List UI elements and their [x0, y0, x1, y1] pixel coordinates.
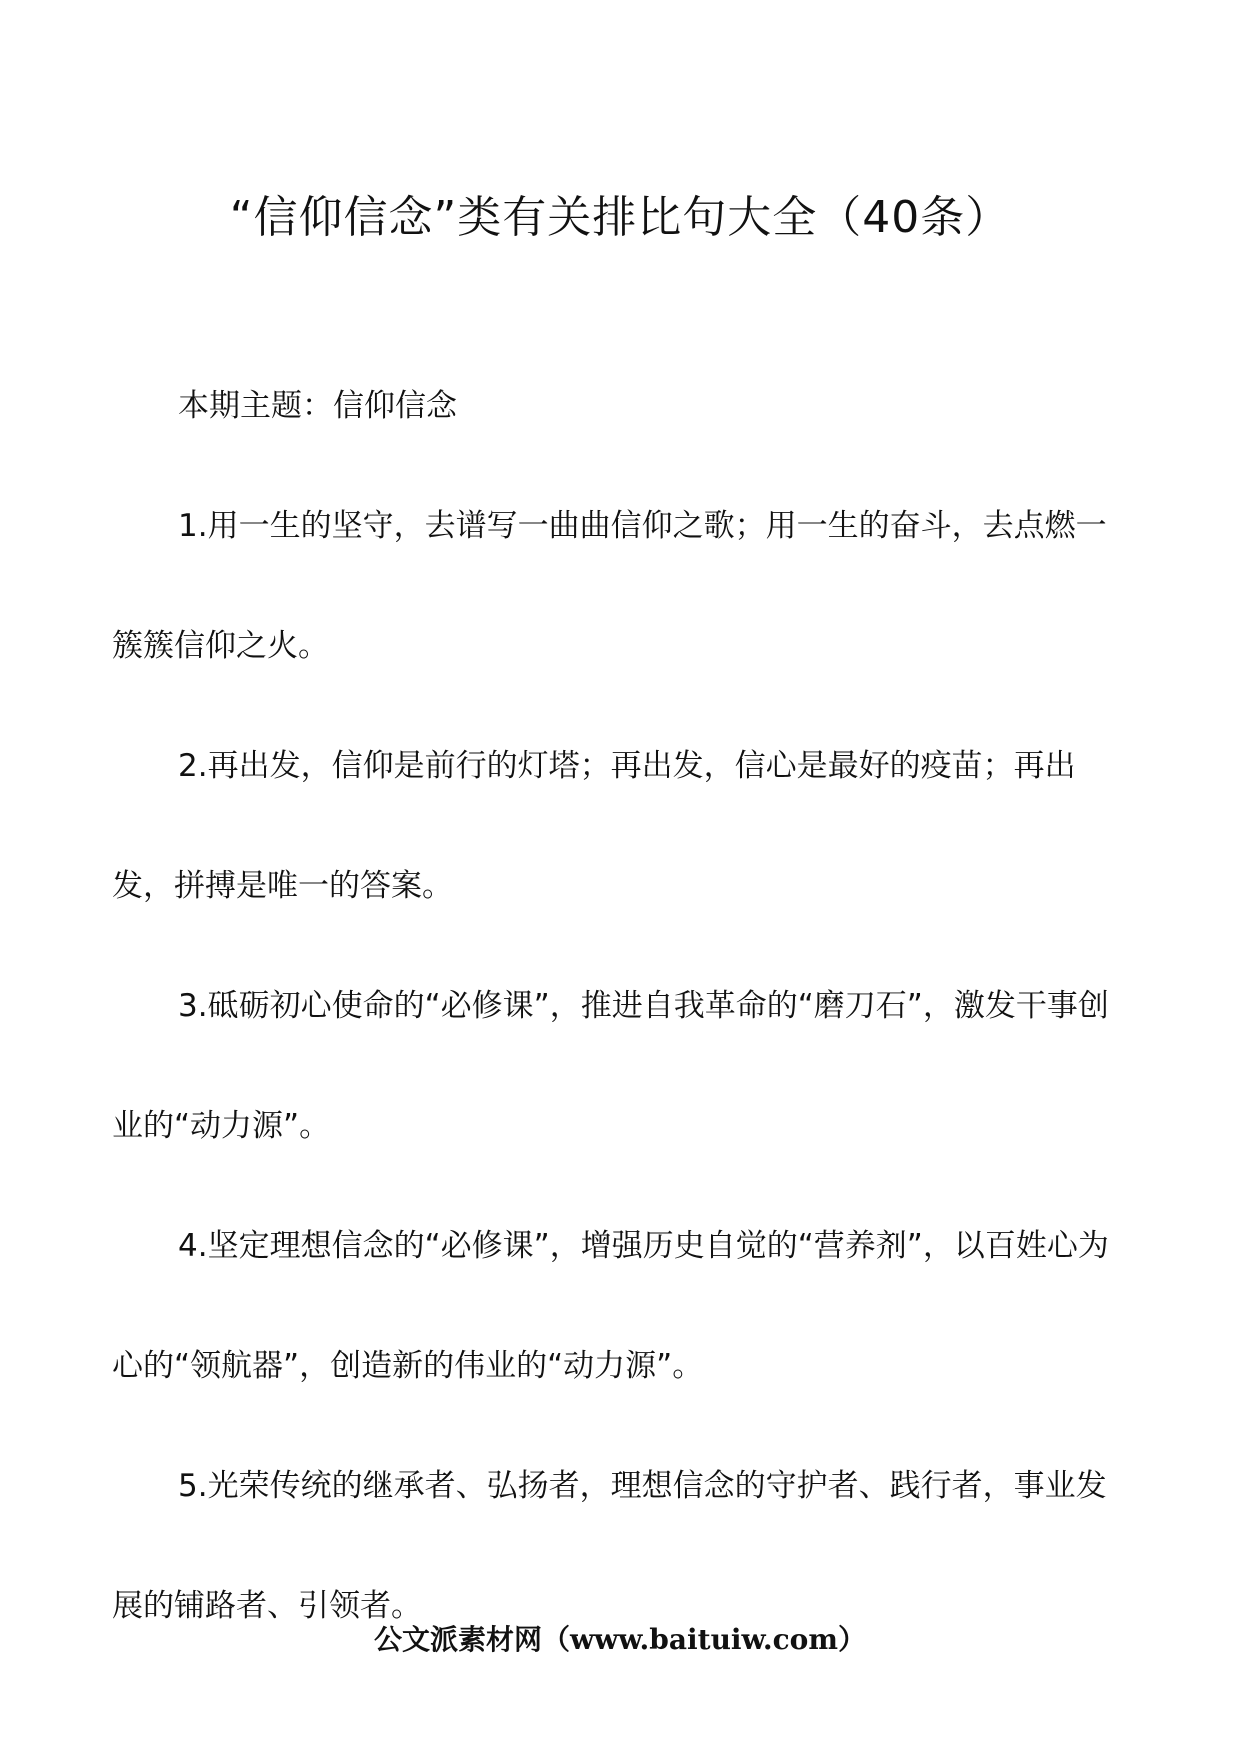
item-number: 5.	[178, 1468, 208, 1504]
item-number: 1.	[178, 508, 208, 544]
item-text: 光荣传统的继承者、弘扬者，理想信念的守护者、践行者，事业发展的铺路者、引领者。	[112, 1468, 1107, 1624]
item-number: 2.	[178, 748, 208, 784]
list-item	[112, 1186, 1132, 1426]
subject-label: 本期主题：	[178, 388, 333, 424]
document-body	[112, 346, 1132, 1666]
item-text: 再出发，信仰是前行的灯塔；再出发，信心是最好的疫苗；再出发，拼搏是唯一的答案。	[112, 748, 1076, 904]
list-item	[112, 466, 1132, 706]
subject-line	[112, 346, 1132, 466]
list-item	[112, 946, 1132, 1186]
item-text: 用一生的坚守，去谱写一曲曲信仰之歌；用一生的奋斗，去点燃一簇簇信仰之火。	[112, 508, 1107, 664]
page-title: “信仰信念”类有关排比句大全（40条）	[229, 192, 1011, 243]
item-text: 坚定理想信念的“必修课”，增强历史自觉的“营养剂”，以百姓心为心的“领航器”，创造新的伟业的“动力源”。	[112, 1228, 1109, 1384]
list-item	[112, 706, 1132, 946]
footer-watermark: 公文派素材网（www.baituiw.com）	[374, 1623, 866, 1656]
subject-value: 信仰信念	[333, 388, 457, 424]
item-text: 砥砺初心使命的“必修课”，推进自我革命的“磨刀石”，激发干事创业的“动力源”。	[112, 988, 1109, 1144]
item-number: 4.	[178, 1228, 208, 1264]
item-number: 3.	[178, 988, 208, 1024]
